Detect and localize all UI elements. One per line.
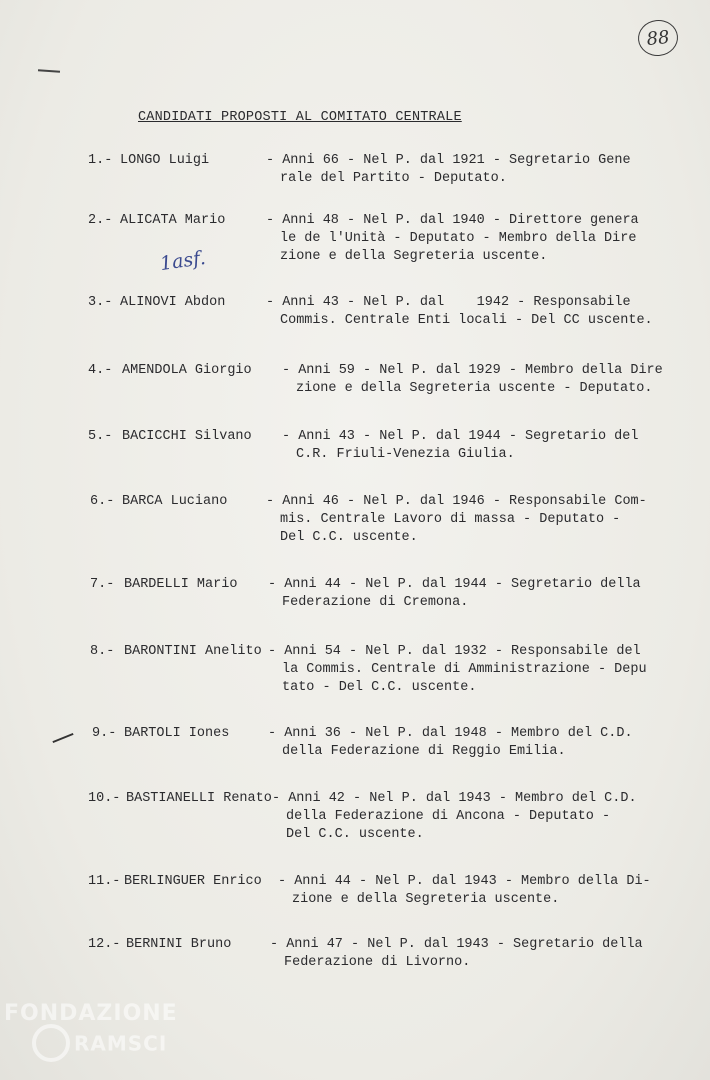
candidate-description bbox=[266, 212, 639, 266]
description-line: zione e della Segreteria uscente - Deputato. bbox=[296, 381, 653, 396]
description-line: - Anni 54 - Nel P. dal 1932 - Responsabile del bbox=[268, 644, 641, 659]
description-line: Del C.C. uscente. bbox=[286, 827, 424, 842]
watermark-logo bbox=[4, 1002, 178, 1064]
candidate-number: 12.- bbox=[88, 937, 121, 952]
candidate-description bbox=[278, 873, 651, 909]
candidate-number: 7.- bbox=[90, 577, 115, 592]
description-line: - Anni 47 - Nel P. dal 1943 - Segretario della bbox=[270, 937, 643, 952]
document-title: CANDIDATI PROPOSTI AL COMITATO CENTRALE bbox=[138, 110, 462, 125]
description-line: - Anni 36 - Nel P. dal 1948 - Membro del C.D. bbox=[268, 726, 633, 741]
description-line: C.R. Friuli-Venezia Giulia. bbox=[296, 447, 515, 462]
candidate-name: BERLINGUER Enrico bbox=[124, 874, 262, 889]
candidate-number: 6.- bbox=[90, 494, 115, 509]
watermark-line2: RAMSCI bbox=[4, 1026, 178, 1064]
candidate-name: BASTIANELLI Renato bbox=[126, 791, 272, 806]
description-line: la Commis. Centrale di Amministrazione - Depu bbox=[282, 662, 647, 677]
candidate-number: 11.- bbox=[88, 874, 121, 889]
description-line: - Anni 43 - Nel P. dal 1942 - Responsabile bbox=[266, 295, 631, 310]
description-line: - Anni 43 - Nel P. dal 1944 - Segretario del bbox=[282, 429, 639, 444]
candidate-description bbox=[282, 362, 663, 398]
description-line: - Anni 44 - Nel P. dal 1944 - Segretario della bbox=[268, 577, 641, 592]
candidate-description bbox=[266, 152, 631, 188]
candidate-name: BARCA Luciano bbox=[122, 494, 228, 509]
description-line: Federazione di Cremona. bbox=[282, 595, 469, 610]
candidate-description bbox=[282, 428, 638, 464]
description-line: - Anni 48 - Nel P. dal 1940 - Direttore genera bbox=[266, 213, 639, 228]
page-number-circle: 88 bbox=[636, 18, 680, 58]
candidate-number: 10.- bbox=[88, 791, 121, 806]
watermark-line1: FONDAZIONE bbox=[4, 1001, 178, 1026]
description-line: Commis. Centrale Enti locali - Del CC uscente. bbox=[280, 313, 653, 328]
candidate-description bbox=[268, 576, 641, 612]
handwritten-annotation: 1asf. bbox=[158, 246, 207, 276]
candidate-description bbox=[268, 643, 647, 697]
candidate-description bbox=[270, 936, 643, 972]
candidate-name: ALINOVI Abdon bbox=[120, 295, 226, 310]
candidate-name: BARDELLI Mario bbox=[124, 577, 238, 592]
candidate-description bbox=[268, 725, 633, 761]
candidate-number: 1.- bbox=[88, 153, 113, 168]
margin-tick-mark bbox=[38, 69, 60, 73]
candidate-name: BACICCHI Silvano bbox=[122, 429, 252, 444]
watermark-g-icon bbox=[32, 1024, 70, 1062]
description-line: rale del Partito - Deputato. bbox=[280, 171, 507, 186]
description-line: - Anni 59 - Nel P. dal 1929 - Membro della Dire bbox=[282, 363, 663, 378]
candidate-number: 5.- bbox=[88, 429, 113, 444]
description-line: Federazione di Livorno. bbox=[284, 955, 471, 970]
description-line: della Federazione di Reggio Emilia. bbox=[282, 744, 566, 759]
description-line: zione e della Segreteria uscente. bbox=[280, 249, 548, 264]
candidate-number: 2.- bbox=[88, 213, 113, 228]
candidate-name: AMENDOLA Giorgio bbox=[122, 363, 252, 378]
description-line: le de l'Unità - Deputato - Membro della Dire bbox=[280, 231, 637, 246]
description-line: mis. Centrale Lavoro di massa - Deputato - bbox=[280, 512, 621, 527]
candidate-number: 3.- bbox=[88, 295, 113, 310]
candidate-description bbox=[272, 790, 637, 844]
candidate-name: LONGO Luigi bbox=[120, 153, 210, 168]
description-line: Del C.C. uscente. bbox=[280, 530, 418, 545]
candidate-name: ALICATA Mario bbox=[120, 213, 226, 228]
margin-dash-mark bbox=[52, 733, 73, 743]
candidate-description bbox=[266, 493, 647, 547]
candidate-number: 9.- bbox=[92, 726, 117, 741]
description-line: - Anni 46 - Nel P. dal 1946 - Responsabile Com- bbox=[266, 494, 647, 509]
description-line: zione e della Segreteria uscente. bbox=[292, 892, 560, 907]
description-line: tato - Del C.C. uscente. bbox=[282, 680, 477, 695]
candidate-name: BARTOLI Iones bbox=[124, 726, 230, 741]
description-line: - Anni 44 - Nel P. dal 1943 - Membro della Di- bbox=[278, 874, 651, 889]
candidate-number: 8.- bbox=[90, 644, 115, 659]
candidate-number: 4.- bbox=[88, 363, 113, 378]
description-line: - Anni 42 - Nel P. dal 1943 - Membro del C.D. bbox=[272, 791, 637, 806]
description-line: - Anni 66 - Nel P. dal 1921 - Segretario Gene bbox=[266, 153, 631, 168]
candidate-description bbox=[266, 294, 653, 330]
description-line: della Federazione di Ancona - Deputato - bbox=[286, 809, 611, 824]
candidate-name: BARONTINI Anelito bbox=[124, 644, 262, 659]
candidate-name: BERNINI Bruno bbox=[126, 937, 232, 952]
